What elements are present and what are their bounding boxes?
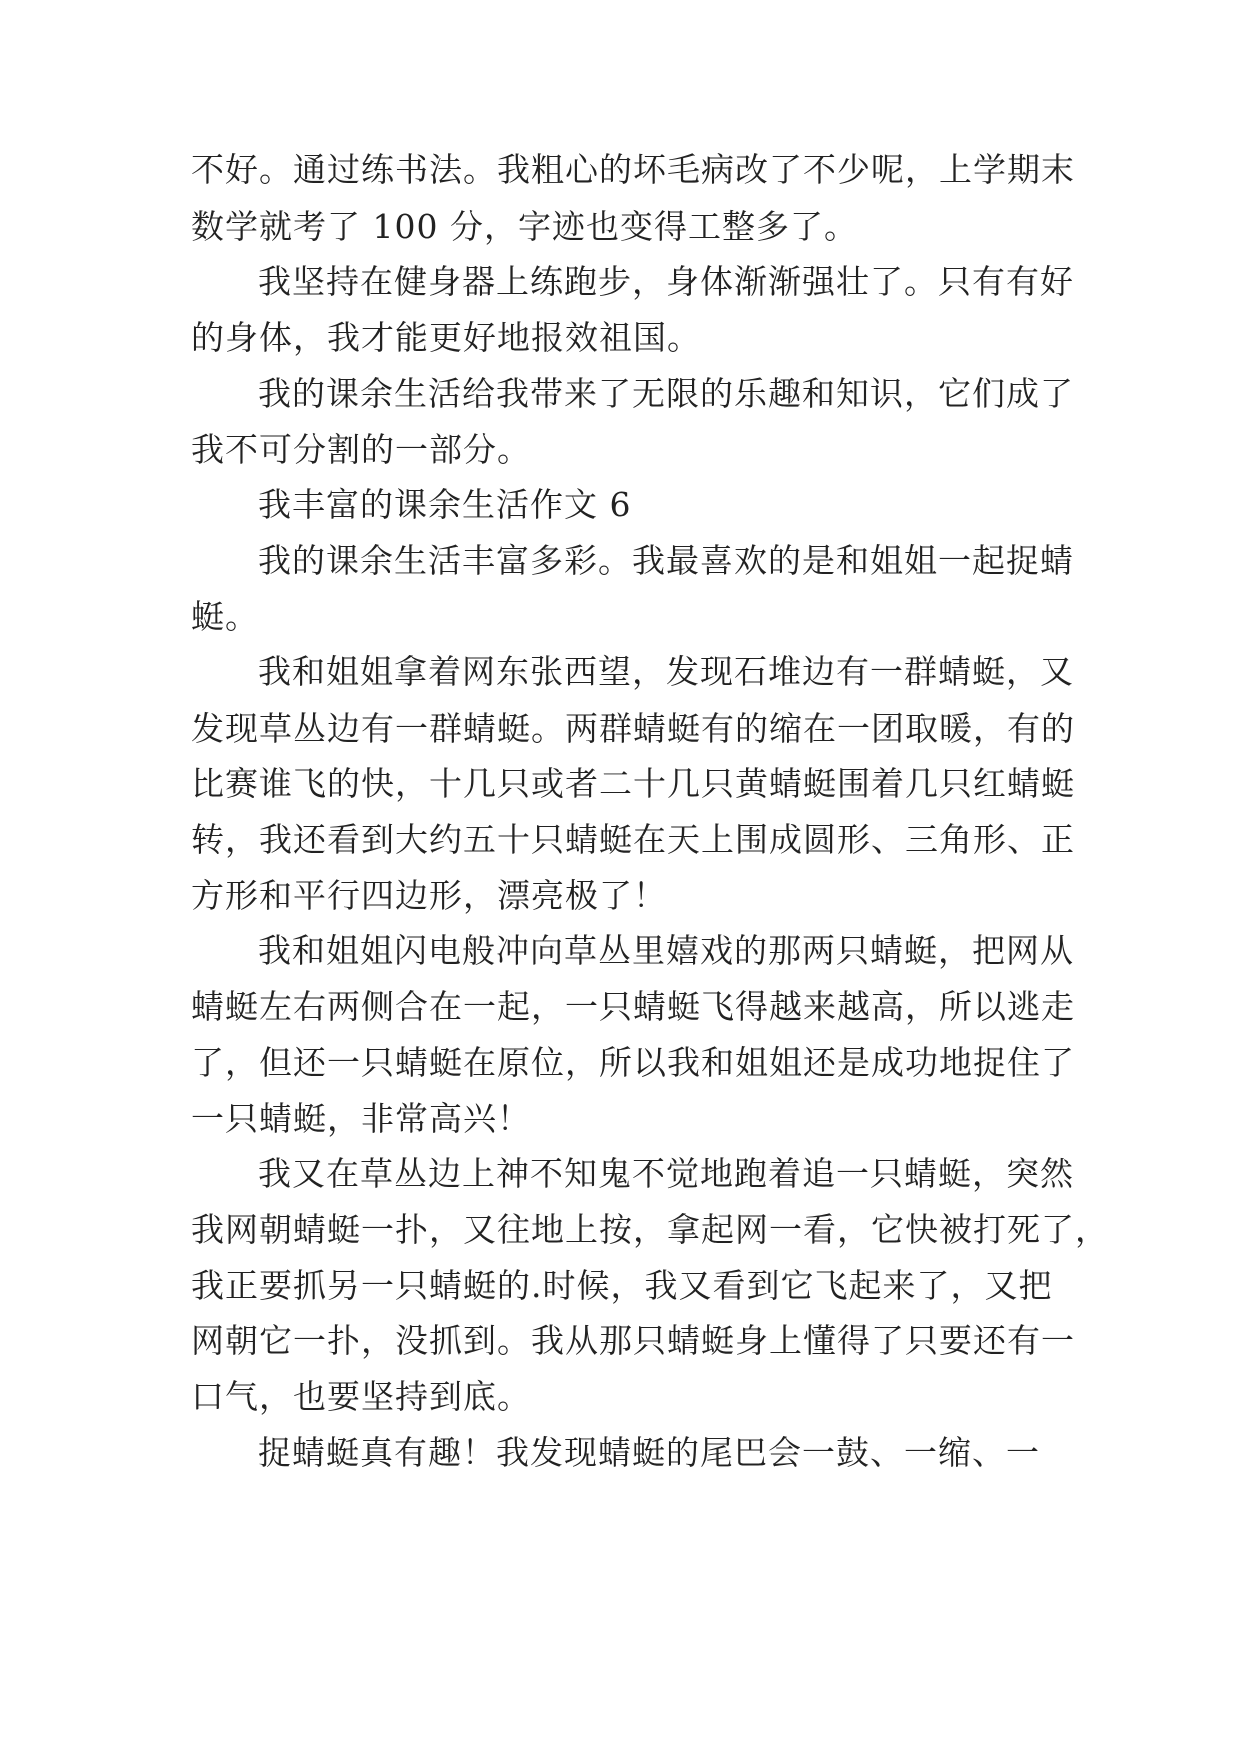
- text-line: 一只蜻蜓，非常高兴！: [191, 1099, 531, 1138]
- text-line: 方形和平行四边形，漂亮极了！: [191, 876, 667, 915]
- text-line: 我和姐姐拿着网东张西望，发现石堆边有一群蜻蜓，又: [258, 652, 1074, 691]
- text-line: 蜓。: [191, 597, 259, 636]
- text-line: 转，我还看到大约五十只蜻蜓在天上围成圆形、三角形、正: [191, 820, 1075, 859]
- text-line: 我的课余生活丰富多彩。我最喜欢的是和姐姐一起捉蜻: [258, 541, 1074, 580]
- text-line: 我坚持在健身器上练跑步，身体渐渐强壮了。只有有好: [258, 262, 1074, 301]
- text-line: 不好。通过练书法。我粗心的坏毛病改了不少呢，上学期末: [191, 150, 1075, 189]
- text-line: 的身体，我才能更好地报效祖国。: [191, 318, 701, 357]
- text-line: 我和姐姐闪电般冲向草丛里嬉戏的那两只蜻蜓，把网从: [258, 931, 1074, 970]
- text-line: 网朝它一扑，没抓到。我从那只蜻蜓身上懂得了只要还有一: [191, 1321, 1075, 1360]
- text-line: 发现草丛边有一群蜻蜓。两群蜻蜓有的缩在一团取暖，有的: [191, 709, 1075, 748]
- text-line: 我网朝蜻蜓一扑，又往地上按，拿起网一看，它快被打死了，: [191, 1210, 1109, 1249]
- section-title: 我丰富的课余生活作文 6: [258, 485, 632, 524]
- text-line: 捉蜻蜓真有趣！我发现蜻蜓的尾巴会一鼓、一缩、一: [258, 1433, 1040, 1472]
- text-line: 我正要抓另一只蜻蜓的.时候，我又看到它飞起来了，又把: [191, 1266, 1053, 1305]
- text-line: 我的课余生活给我带来了无限的乐趣和知识，它们成了: [258, 374, 1074, 413]
- text-line: 数学就考了 100 分，字迹也变得工整多了。: [191, 207, 858, 246]
- text-line: 了，但还一只蜻蜓在原位，所以我和姐姐还是成功地捉住了: [191, 1043, 1075, 1082]
- text-line: 蜻蜓左右两侧合在一起，一只蜻蜓飞得越来越高，所以逃走: [191, 987, 1075, 1026]
- text-line: 比赛谁飞的快，十几只或者二十几只黄蜻蜓围着几只红蜻蜓: [191, 764, 1075, 803]
- text-line: 口气，也要坚持到底。: [191, 1377, 531, 1416]
- text-line: 我不可分割的一部分。: [191, 430, 531, 469]
- text-line: 我又在草丛边上神不知鬼不觉地跑着追一只蜻蜓，突然: [258, 1154, 1074, 1193]
